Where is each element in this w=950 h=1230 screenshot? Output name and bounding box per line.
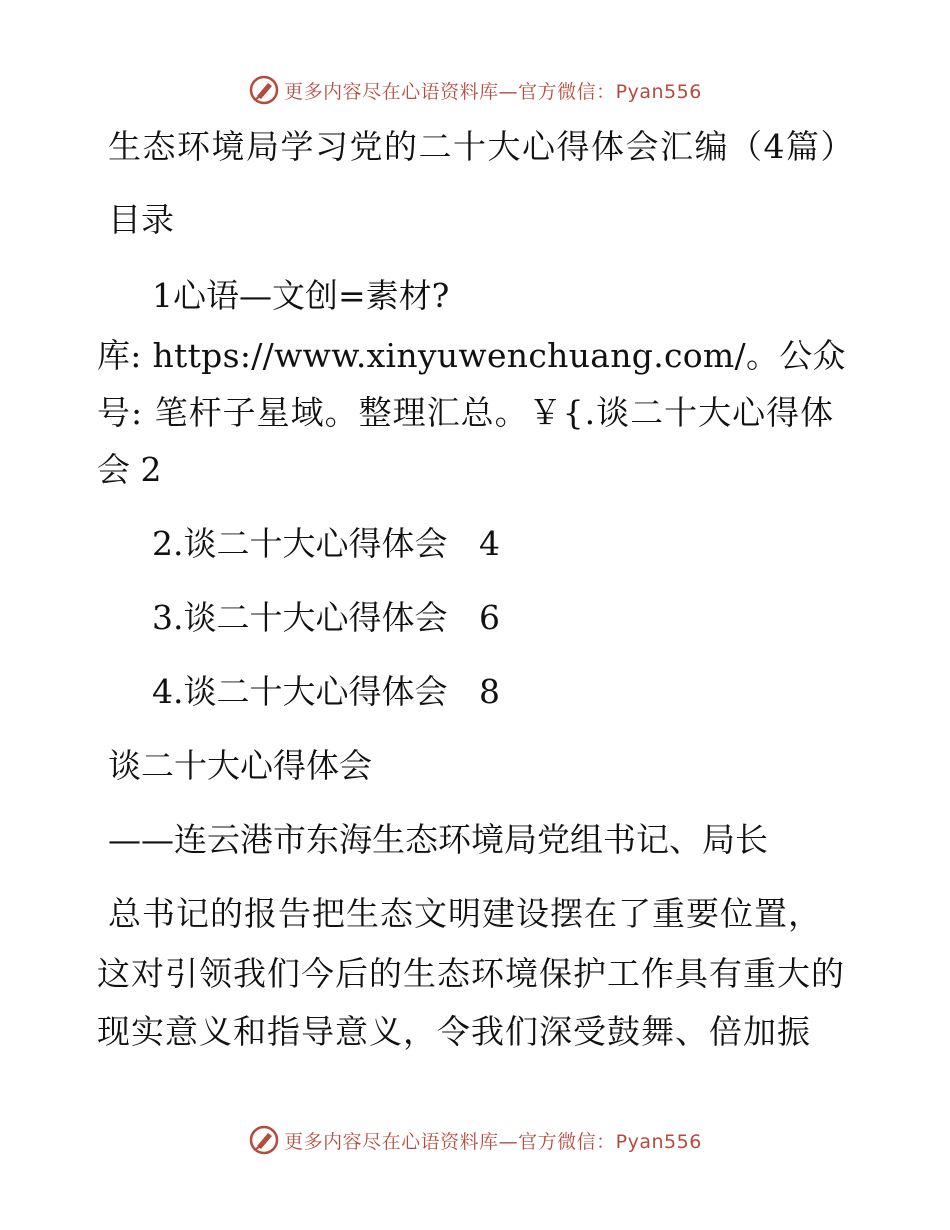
toc-entry-4: 4.谈二十大心得体会 8: [152, 672, 500, 711]
toc-entry-2: 2.谈二十大心得体会 4: [152, 524, 500, 563]
toc-line-4: 会 2: [97, 450, 162, 489]
pen-seal-icon: [248, 1124, 280, 1156]
toc-line-3: 号: 笔杆子星域。整理汇总。￥{.谈二十大心得体: [97, 393, 835, 432]
watermark-banner-top: [0, 72, 950, 108]
toc-line-1: 1心语—文创=素材?: [152, 276, 450, 315]
toc-entry-3: 3.谈二十大心得体会 6: [152, 598, 500, 637]
article-author: ——连云港市东海生态环境局党组书记、局长: [108, 820, 768, 859]
article-title: 谈二十大心得体会: [108, 746, 372, 785]
body-line-1: 总书记的报告把生态文明建设摆在了重要位置，: [108, 894, 822, 933]
pen-seal-icon: [248, 74, 280, 106]
toc-line-2: 库: https://www.xinyuwenchuang.com/。公众: [97, 336, 846, 375]
document-title: 生态环境局学习党的二十大心得体会汇编（4篇）: [108, 127, 855, 166]
toc-heading: 目录: [108, 200, 174, 239]
watermark-banner-bottom: [0, 1122, 950, 1158]
body-line-3: 现实意义和指导意义，令我们深受鼓舞、倍加振: [97, 1012, 811, 1051]
body-line-2: 这对引领我们今后的生态环境保护工作具有重大的: [97, 954, 845, 993]
watermark-text: 更多内容尽在心语资料库—官方微信：Pyan556: [284, 80, 702, 103]
watermark-text: 更多内容尽在心语资料库—官方微信：Pyan556: [284, 1130, 702, 1153]
